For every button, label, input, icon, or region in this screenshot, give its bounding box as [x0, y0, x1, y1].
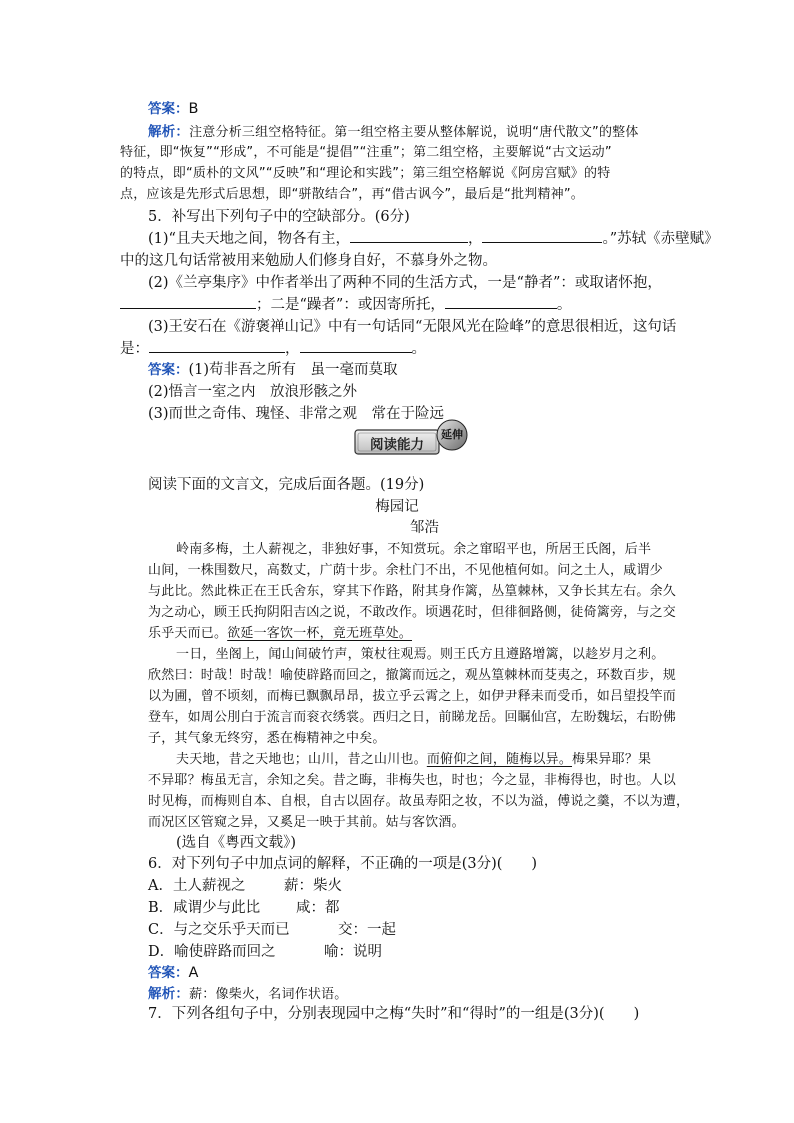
answer-label: 答案： — [148, 101, 189, 117]
q5-part3-line1: (3)王安石在《游褒禅山记》中有一句话同“无限风光在险峰”的意思很相近，这句话 — [148, 319, 677, 335]
q6-option-a: A．土人薪视之 薪：柴火 — [148, 878, 342, 894]
blank-3[interactable] — [120, 296, 256, 309]
para2-line5: 子，其气象无终穷，悉在梅精神之中矣。 — [148, 731, 386, 746]
badge-tag: 延伸 — [441, 428, 463, 441]
para2-line3: 以为圃，曾不顷刻，而梅已飘飘昂昂，拔立乎云霄之上，如伊尹释耒而受币，如吕望投竿而 — [148, 689, 677, 704]
q5-part1-line1: (1)“且夫天地之间，物各有主， ， 。”苏轼《赤壁赋》 — [148, 231, 719, 247]
passage-source: (选自《粤西文载》) — [176, 835, 297, 851]
passage-title: 梅园记 — [375, 499, 419, 515]
q5-stem: 5．补写出下列句子中的空缺部分。(6分) — [148, 209, 410, 225]
q5-part3-line2: 是： ， 。 — [120, 341, 426, 357]
reading-intro: 阅读下面的文言文，完成后面各题。(19分) — [148, 477, 425, 493]
q6-option-d: D．喻使辟路而回之 喻：说明 — [148, 944, 382, 960]
section-badge — [352, 418, 472, 460]
blank-6[interactable] — [300, 340, 412, 353]
q5-part2-line2: ；二是“躁者”：或因寄所托， 。 — [120, 293, 571, 314]
para1-line1: 岭南多梅，土人薪视之，非独好事，不知赏玩。余之窜昭平也，所居王氏阁，后半 — [176, 542, 652, 557]
para1-line3: 与此比。然此株正在王氏舍东，穿其下作路，附其身作篱，丛篁棘林，又争长其左右。余久 — [148, 584, 677, 599]
analysis-line-2: 特征，即“恢复”“形成”，不可能是“提倡”“注重”；第二组空格，主要解说“古文运动” — [120, 145, 612, 160]
para2-line4: 登车，如周公刖白于流言而衮衣绣裳。西归之日，前睇龙岳。回瞩仙宫，左盼魏坛，右盼佛 — [148, 710, 677, 725]
q6-option-c: C．与之交乐乎天而已 交：一起 — [148, 922, 396, 938]
q5-answer-line1: 答案：(1)苟非吾之所有 虽一毫而莫取 — [148, 362, 398, 378]
analysis-label: 解析： — [148, 124, 190, 140]
q5-answer-line2: (2)悟言一室之内 放浪形骸之外 — [148, 384, 358, 400]
q6-stem: 6．对下列句子中加点词的解释，不正确的一项是(3分)( ) — [148, 856, 538, 872]
answer-line — [148, 97, 198, 117]
blank-4[interactable] — [445, 296, 557, 309]
passage-author: 邹浩 — [410, 520, 439, 536]
underlined-sentence-1: 欲延一客饮一杯，竟无班草处。 — [227, 626, 413, 641]
para3-line4: 而况区区管窥之异，又奚足一映于其前。姑与客饮酒。 — [148, 815, 465, 830]
q5-answer-label: 答案： — [148, 362, 189, 378]
para1-line4: 为之动心，顾王氏拘阴阳吉凶之说，不敢改作。顷遇花时，但徘徊路侧，徒倚篱旁，与之交 — [148, 605, 677, 620]
answer-value: B — [188, 101, 199, 117]
underlined-sentence-2: 而俯仰之间，随梅以异。 — [426, 752, 573, 767]
q5-answer-line3: (3)而世之奇伟、瑰怪、非常之观 常在于险远 — [148, 406, 445, 422]
para3-line1: 夫天地，昔之天地也；山川，昔之山川也。而俯仰之间，随梅以异。梅果异耶？果 — [176, 752, 652, 767]
q7-stem: 7．下列各组句子中，分别表现园中之梅“失时”和“得时”的一组是(3分)( ) — [148, 1006, 640, 1022]
q6-option-b: B．咸谓少与此比 咸：都 — [148, 900, 340, 916]
q6-answer: 答案：A — [148, 965, 199, 981]
analysis-line-3: 的特点，即“质朴的文风”“反映”和“理论和实践”；第三组空格解说《阿房宫赋》的特 — [120, 166, 611, 181]
para2-line1: 一日，坐阁上，闻山间破竹声，策杖往观焉。则王氏方且遵路增篱，以趁岁月之利。 — [176, 647, 665, 662]
para3-line3: 时见梅，而梅则自本、自根，自古以固存。故虽寿阳之妆，不以为溢，傅说之羹，不以为遭， — [148, 794, 690, 809]
q6-analysis: 解析：薪：像柴火，名词作状语。 — [148, 986, 348, 1002]
para3-line2: 不异耶？梅虽无言，余知之矣。昔之晦，非梅失也，时也；今之显，非梅得也，时也。人以 — [148, 773, 677, 788]
blank-2[interactable] — [482, 230, 602, 243]
analysis-line-1: 解析：注意分析三组空格特征。第一组空格主要从整体解说，说明“唐代散文”的整体 — [148, 124, 639, 140]
q5-part1-line2: 中的这几句话常被用来勉励人们修身自好，不慕身外之物。 — [120, 253, 497, 269]
blank-5[interactable] — [149, 340, 285, 353]
badge-title: 阅读能力 — [370, 437, 424, 453]
blank-1[interactable] — [350, 230, 468, 243]
para1-line2: 山间，一株围数尺，高数丈，广荫十步。余杜门不出，不见他植何如。问之土人，咸谓少 — [148, 563, 663, 578]
q5-part2-line1: (2)《兰亭集序》中作者举出了两种不同的生活方式，一是“静者”：或取诸怀抱， — [148, 275, 662, 291]
para2-line2: 欣然曰：时哉！时哉！喻使辟路而回之，撤篱而远之，观丛篁棘林而芟夷之，环数百步，规 — [148, 668, 677, 683]
analysis-line-4: 点，应该是先形式后思想，即“骈散结合”，再“借古讽今”，最后是“批判精神”。 — [120, 187, 585, 202]
para1-line5: 乐乎天而已。欲延一客饮一杯，竟无班草处。 — [148, 626, 413, 641]
